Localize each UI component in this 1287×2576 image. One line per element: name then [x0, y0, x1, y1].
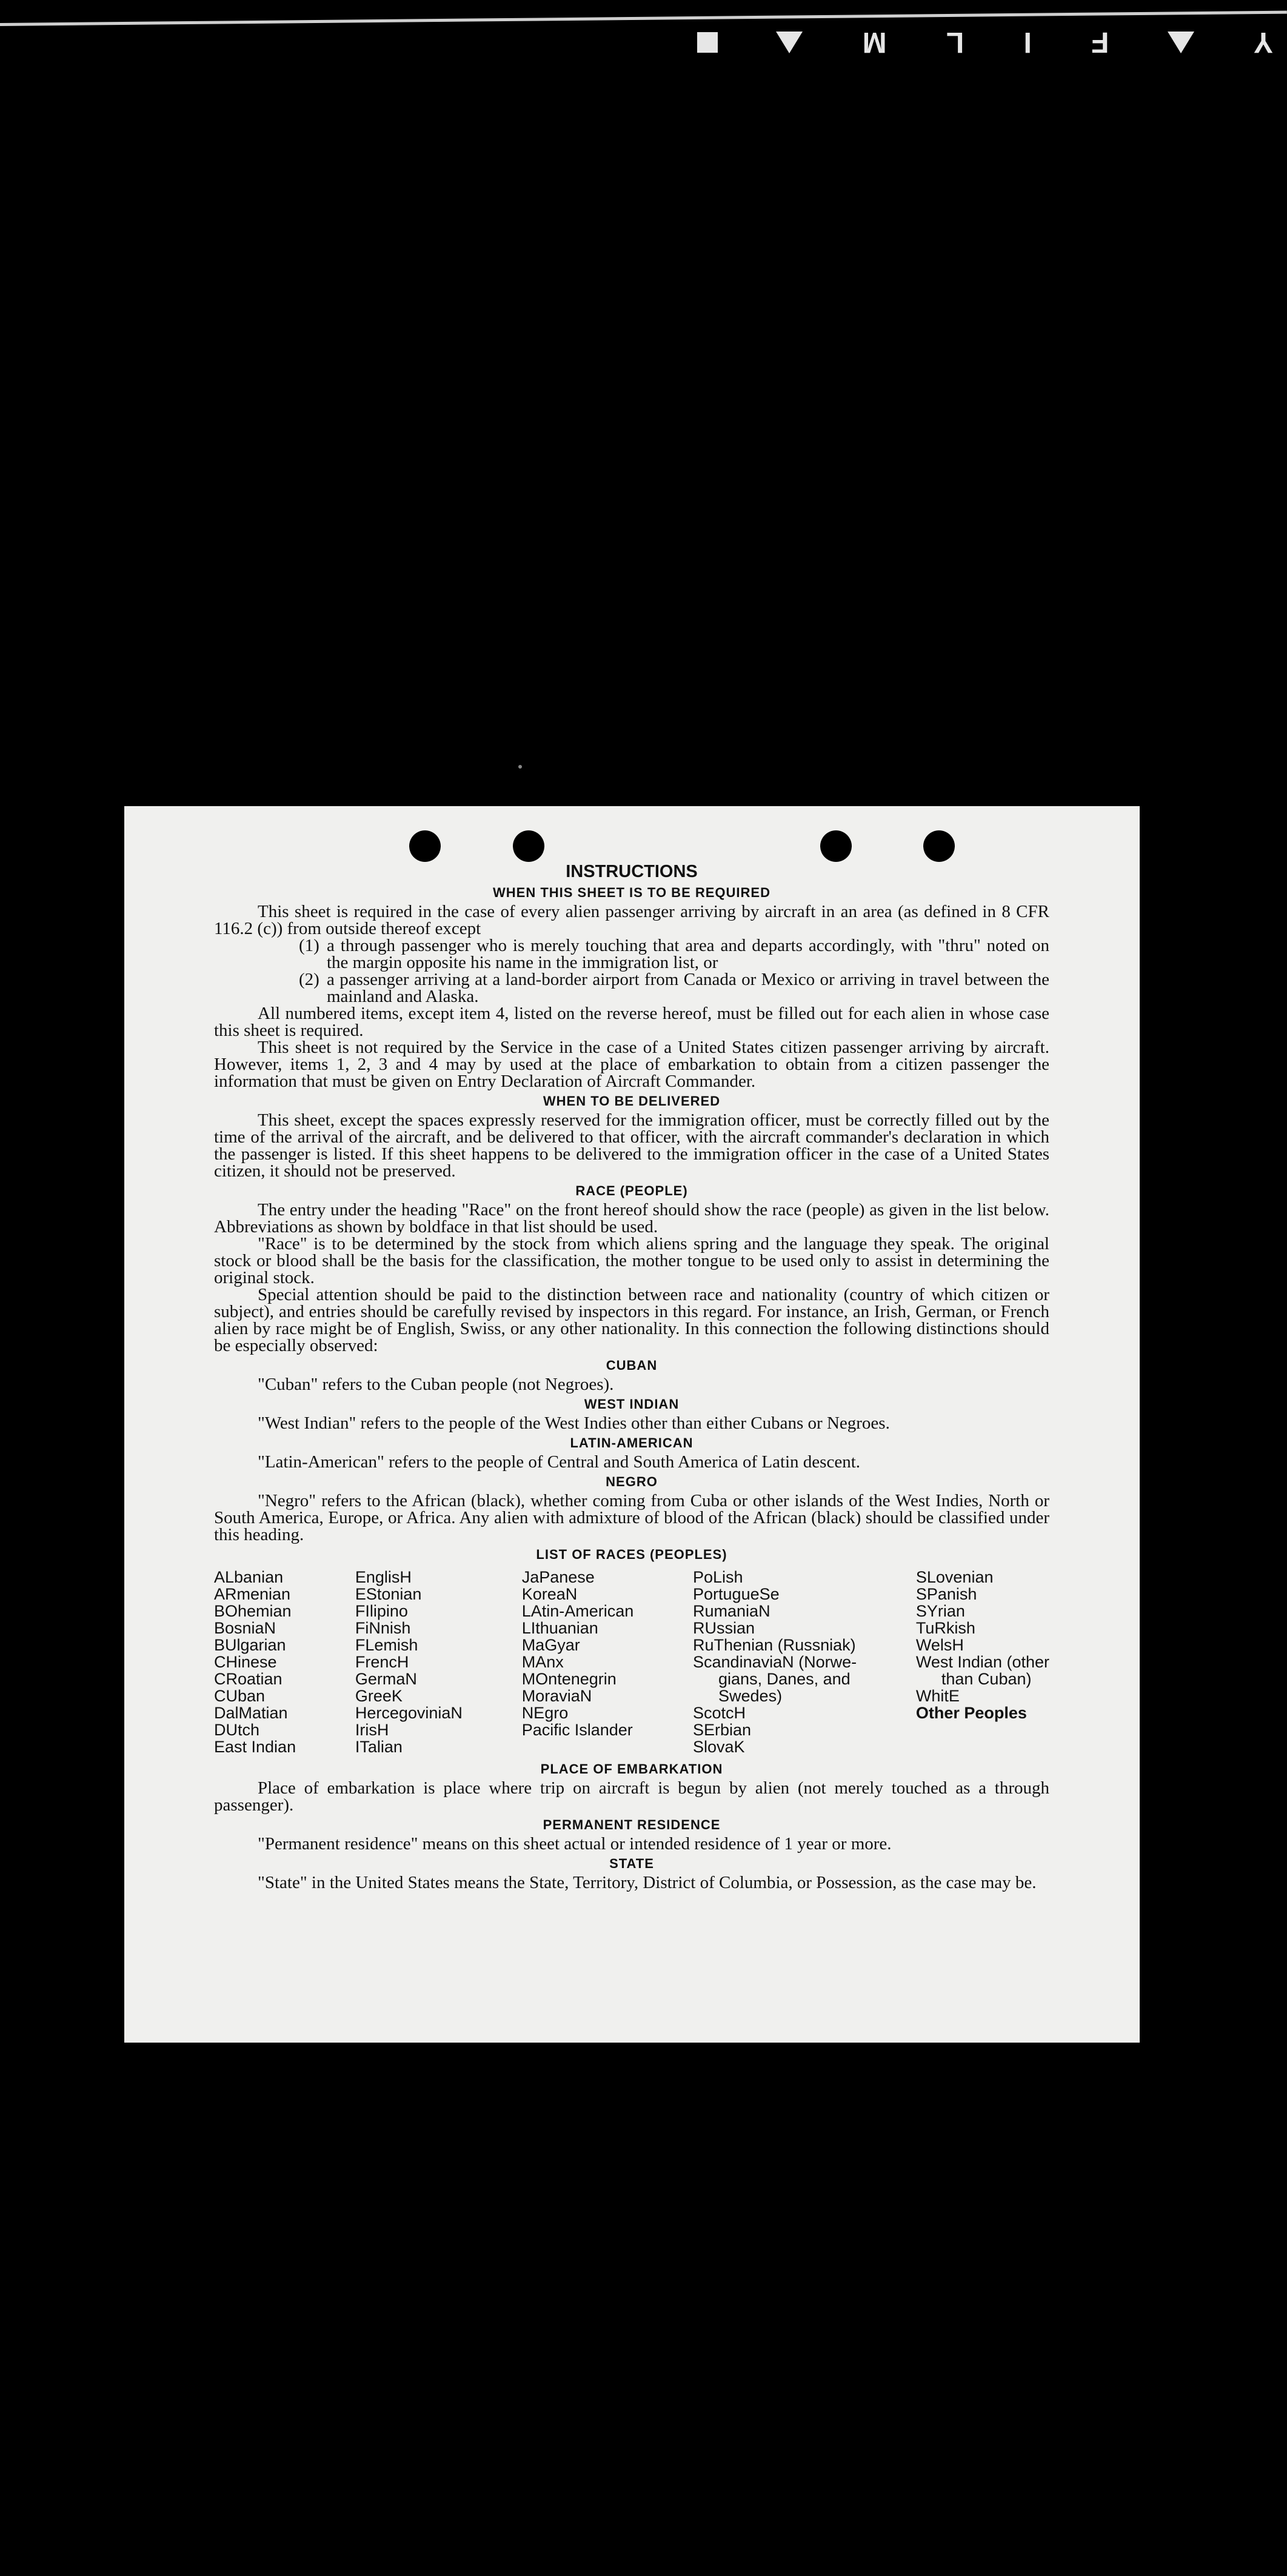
race-entry: TuRkish [915, 1619, 975, 1637]
paragraph: "Negro" refers to the African (black), whether coming from Cuba or other islands of the West Indies, North or South America, Europe, or Africa. Any alien with admixture of blood of the African (black) should be classified under this heading. [214, 1491, 1049, 1544]
race-entry: DalMatian [214, 1704, 288, 1722]
section-heading: LIST OF RACES (PEOPLES) [536, 1547, 727, 1562]
film-letter: M [861, 26, 887, 59]
race-entry: SlovaK [693, 1738, 745, 1756]
race-entry: GreeK [355, 1687, 403, 1705]
paragraph: The entry under the heading "Race" on the front hereof should show the race (people) as given in the list below. Abbreviations as shown by boldface in that list should be used. [214, 1200, 1049, 1236]
section-heading: LATIN-AMERICAN [570, 1435, 694, 1450]
race-entry: FLemish [355, 1636, 418, 1654]
race-entry-continued: gians, Danes, and [718, 1670, 851, 1688]
paragraph: "Race" is to be determined by the stock from which aliens spring and the language they speak. The original stock or blood shall be the basis for the classification, the mother tongue to be used only to assist in determining the original stock. [214, 1234, 1049, 1287]
race-entry: MAnx [521, 1653, 564, 1671]
race-entry: IrisH [355, 1721, 389, 1739]
race-entry: HercegoviniaN [355, 1704, 463, 1722]
section-heading: NEGRO [606, 1474, 658, 1489]
race-entry: DUtch [214, 1721, 260, 1739]
film-triangle-marker [776, 32, 803, 53]
race-entry: FIlipino [355, 1602, 408, 1620]
race-entry-continued: than Cuban) [941, 1670, 1032, 1688]
race-entry: ITalian [355, 1738, 403, 1756]
race-entry: LIthuanian [521, 1619, 598, 1637]
document-sheet [124, 806, 1140, 2043]
item-number: (2) [299, 970, 319, 989]
race-entry: SErbian [693, 1721, 752, 1739]
page-title: INSTRUCTIONS [566, 862, 698, 881]
race-entry: RUssian [693, 1619, 755, 1637]
race-entry: RuThenian (Russniak) [693, 1636, 856, 1654]
item-number: (1) [299, 936, 319, 955]
race-entry: FiNnish [355, 1619, 411, 1637]
race-entry: BosniaN [214, 1619, 276, 1637]
race-entry: CRoatian [214, 1670, 282, 1688]
race-entry: GermaN [355, 1670, 417, 1688]
punch-hole [820, 830, 852, 862]
dust-speck [518, 765, 522, 769]
paragraph: All numbered items, except item 4, listed on the reverse hereof, must be filled out for each alien in whose case this sheet is required. [214, 1004, 1049, 1040]
section-heading: WEST INDIAN [584, 1396, 680, 1412]
section-heading: CUBAN [606, 1358, 658, 1373]
race-entry: PoLish [693, 1568, 743, 1586]
paragraph: "West Indian" refers to the people of the West Indies other than either Cubans or Negroes. [258, 1413, 890, 1433]
paragraph: This sheet, except the spaces expressly reserved for the immigration officer, must be correctly filled out by the time of the arrival of the aircraft, and be delivered to that officer, with the aircraft commander's declaration in which the passenger is listed. If this sheet happens to be delivered to the immigration officer in the case of a United States citizen, it should not be preserved. [214, 1110, 1049, 1181]
section-heading: WHEN TO BE DELIVERED [543, 1093, 721, 1109]
race-list [214, 1569, 1049, 1755]
race-entry: MOntenegrin [521, 1670, 617, 1688]
race-entry: WelsH [915, 1636, 964, 1654]
paragraph: Place of embarkation is place where trip on aircraft is begun by alien (not merely touched as a through passenger). [214, 1778, 1049, 1815]
paragraph: "Cuban" refers to the Cuban people (not Negroes). [258, 1375, 614, 1394]
film-triangle-marker [1168, 32, 1194, 53]
race-entry: EnglisH [355, 1568, 412, 1586]
race-entry: East Indian [214, 1738, 296, 1756]
section-heading: PERMANENT RESIDENCE [543, 1817, 721, 1832]
race-entry: ScotcH [693, 1704, 746, 1722]
paragraph: Special attention should be paid to the distinction between race and nationality (country of which citizen or subject), and entries should be carefully revised by inspectors in this regard. For instance, an Irish, German, or French alien by race might be of English, Swiss, or any other nationality. In this connection the following distinctions should be especially observed: [214, 1285, 1049, 1355]
paragraph: "Latin-American" refers to the people of Central and South America of Latin descent. [258, 1452, 861, 1472]
race-entry: NEgro [521, 1704, 569, 1722]
race-entry: LAtin-American [521, 1602, 634, 1620]
race-entry: WhitE [915, 1687, 960, 1705]
race-column [214, 1569, 296, 1755]
race-column [522, 1569, 634, 1755]
section-heading: RACE (PEOPLE) [575, 1183, 688, 1198]
race-entry: Pacific Islander [521, 1721, 633, 1739]
race-entry: EStonian [355, 1585, 422, 1603]
race-entry: MoraviaN [521, 1687, 592, 1705]
race-entry-continued: Swedes) [718, 1687, 783, 1705]
punch-hole [923, 830, 955, 862]
race-entry: RumaniaN [693, 1602, 771, 1620]
film-header-strip [0, 0, 1287, 67]
race-entry: West Indian (other [915, 1653, 1049, 1671]
punch-hole [409, 830, 441, 862]
section-heading: STATE [609, 1856, 654, 1871]
race-entry: JaPanese [521, 1568, 595, 1586]
race-entry: CUban [214, 1687, 266, 1705]
section-heading: WHEN THIS SHEET IS TO BE REQUIRED [493, 885, 771, 900]
race-entry: PortugueSe [693, 1585, 780, 1603]
race-entry: FrencH [355, 1653, 409, 1671]
item-text: a passenger arriving at a land-border airport from Canada or Mexico or arriving in travel between the mainland and Alaska. [327, 970, 1049, 1006]
race-entry: ARmenian [214, 1585, 291, 1603]
race-entry: SLovenian [915, 1568, 994, 1586]
section-heading: PLACE OF EMBARKATION [540, 1761, 723, 1777]
race-entry: ScandinaviaN (Norwe- [693, 1653, 857, 1671]
exception-item [299, 971, 1049, 1005]
item-text: a through passenger who is merely touching that area and departs accordingly, with "thru" noted on the margin opposite his name in the immigration list, or [327, 936, 1049, 972]
exception-item [299, 937, 1049, 971]
race-entry: SPanish [915, 1585, 977, 1603]
paragraph: This sheet is not required by the Service in the case of a United States citizen passenger arriving by aircraft. However, items 1, 2, 3 and 4 may by used at the place of embarkation to obtain from a citizen passenger the information that must be given on Entry Declaration of Aircraft Commander. [214, 1038, 1049, 1091]
race-entry: ALbanian [214, 1568, 284, 1586]
paragraph: "State" in the United States means the State, Territory, District of Columbia, or Possession, as the case may be. [258, 1873, 1037, 1892]
race-entry: BUlgarian [214, 1636, 286, 1654]
film-header-text [697, 24, 1273, 61]
race-entry: SYrian [915, 1602, 965, 1620]
film-square-marker [697, 32, 718, 53]
film-letter: Y [1252, 26, 1273, 59]
film-letter: I [1022, 26, 1032, 59]
race-column [693, 1569, 857, 1755]
race-entry: CHinese [214, 1653, 277, 1671]
film-letter: L [944, 26, 964, 59]
race-entry: BOhemian [214, 1602, 292, 1620]
race-entry: Other Peoples [915, 1704, 1027, 1722]
punch-hole [513, 830, 544, 862]
paragraph: This sheet is required in the case of every alien passenger arriving by aircraft in an area (as defined in 8 CFR 116.2 (c)) from outside thereof except [214, 902, 1049, 938]
race-column [916, 1569, 1049, 1755]
paragraph: "Permanent residence" means on this sheet actual or intended residence of 1 year or more. [258, 1834, 892, 1854]
film-letter: F [1090, 26, 1109, 59]
race-entry: MaGyar [521, 1636, 580, 1654]
document-body [214, 862, 1049, 1891]
race-column [355, 1569, 463, 1755]
race-entry: KoreaN [521, 1585, 578, 1603]
